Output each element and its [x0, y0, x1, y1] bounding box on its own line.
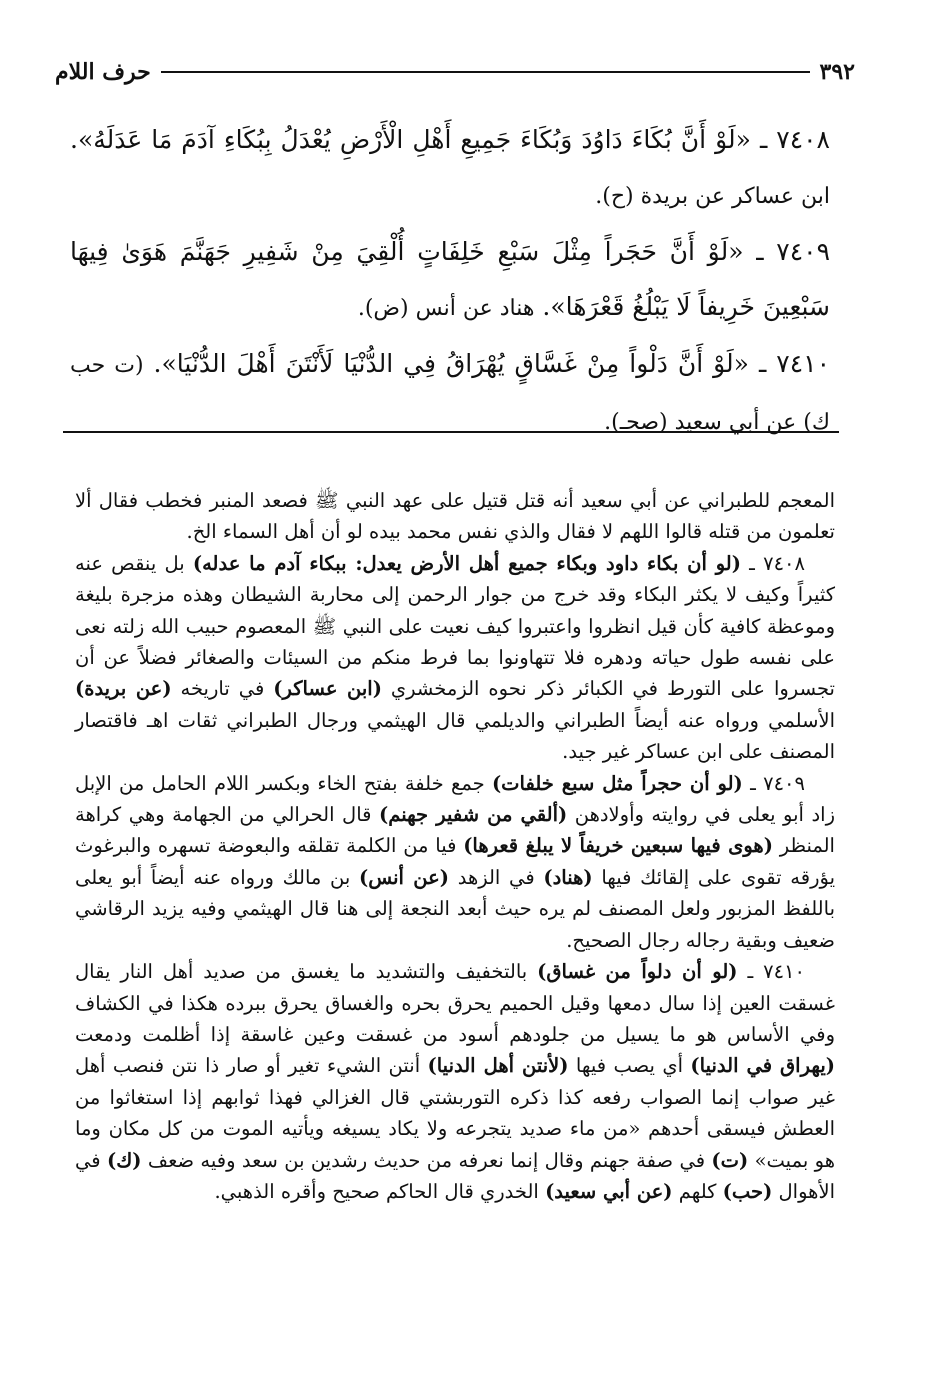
- commentary-text: في الأهوال: [75, 1148, 835, 1203]
- commentary-text: الخدري قال الحاكم صحيح وأقره الذهبي.: [214, 1179, 546, 1203]
- commentary-text: كلهم: [672, 1179, 723, 1203]
- hadith-7408: [70, 112, 830, 224]
- footnote-separator: [63, 431, 839, 433]
- commentary-text: فيا من الكلمة تقلقه والبعوضة تسهره والبرغوث يؤرقه تقوى على إلقائك فيها: [75, 834, 835, 889]
- chapter-title: حرف اللام: [55, 59, 151, 85]
- commentary-7409: [75, 768, 835, 956]
- quoted-phrase: (ابن عساكر): [273, 677, 382, 701]
- commentary-text: في صفة جهنم وقال إنما نعرفه من حديث رشدين بن سعد وفيه ضعف: [141, 1148, 712, 1172]
- commentary-text: في الزهد: [449, 865, 544, 889]
- quoted-phrase: (لأنتن أهل الدنيا): [427, 1054, 569, 1078]
- hadith-source: (ت حب ك) عن أبي سعيد (صحـ).: [70, 353, 830, 435]
- quoted-phrase: (عن بريدة): [75, 677, 172, 701]
- header-rule: [161, 71, 810, 73]
- commentary-7410: [75, 956, 835, 1207]
- commentary-text: بالتخفيف والتشديد ما يغسق من صديد أهل النار يقال غسقت العين إذا سال دمعها وقيل الحميم يحرق بحره والغساق يحرق ببرده هكذا في الكشاف وفي الأساس هو ما يسيل من جلودهم أسود من غسقت وعين غاسقة إذا أظلمت ودمعت: [75, 960, 835, 1046]
- hadith-number: ٧٤٠٩ ـ: [756, 237, 831, 266]
- commentary-text: أنتن الشيء تغير أو صار ذا نتن فنصب أهل غير صواب إنما الصواب رفعه كذا ذكره التوربشتي قال الغزالي فهذا ثوابهم إذا استغاثوا من العطش فيسقى أحدهم «من ماء صديد يتجرعه ولا يكاد يسيغه ويأتيه الموت من كل مكان وما هو بميت»: [75, 1054, 836, 1172]
- commentary-text: الأسلمي ورواه عنه أيضاً الطبراني والديلمي قال الهيثمي ورجال الطبراني ثقات اهـ فاقتصار المصنف على ابن عساكر غير جيد.: [75, 708, 835, 764]
- commentary-number: ٧٤٠٩ ـ: [750, 771, 805, 795]
- hadith-text: «لَوْ أَنَّ بُكَاءَ دَاوُدَ وَبُكَاءَ جَمِيعِ أَهْلِ الْأَرْضِ يُعْدَلُ بِبُكَاءِ آدَمَ مَا عَدَلَهُ».: [70, 125, 751, 154]
- page-number: ٣٩٢: [819, 59, 855, 85]
- commentary-text: أي يصب فيها: [568, 1054, 691, 1078]
- quoted-phrase: (لو أن حجراً مثل سبع خلفات): [491, 771, 743, 795]
- commentary-number: ٧٤٠٨ ـ: [749, 551, 805, 575]
- hadith-number: ٧٤١٠ ـ: [758, 349, 830, 378]
- quoted-phrase: (عن أنس): [359, 865, 449, 889]
- quoted-phrase: (لو أن دلواً من غساق): [537, 960, 738, 984]
- hadith-source: ابن عساكر عن بريدة (ح).: [595, 184, 830, 209]
- page-header: [55, 52, 855, 92]
- quoted-phrase: (ألقي من شفير جهنم): [378, 803, 568, 827]
- quoted-phrase: (ت): [711, 1148, 749, 1172]
- hadith-source: هناد عن أنس (ض).: [357, 296, 535, 321]
- quoted-phrase: (لو أن بكاء داود وبكاء جميع أهل الأرض يعدل: ببكاء آدم ما عدله): [192, 551, 741, 575]
- main-text: [70, 112, 830, 450]
- commentary-text: جمع خلفة بفتح الخاء وبكسر اللام الحامل من الإبل زاد أبو يعلى في روايته وأولادهن: [75, 771, 835, 827]
- quoted-phrase: (هناد): [543, 865, 593, 889]
- hadith-number: ٧٤٠٨ ـ: [759, 125, 830, 154]
- quoted-phrase: (حب): [722, 1179, 773, 1203]
- commentary: [75, 485, 835, 1207]
- commentary-text: بل ينقص عنه كثيراً وكيف لا يكثر البكاء وقد خرج من جوار الرحمن إلى محاربة الشيطان وهذه مزجرة بليغة وموعظة كافية كأن قيل انظروا واعتبروا كيف نعيت على النبي ﷺ المعصوم حبيب الله زلته نعى على نفسه طول حياته ودهره فلا تتهاونوا بما فرط منكم من السيئات والصغائر فضلاً عن أن تجسروا على التورط في الكبائر ذكر نحوه الزمخشري: [75, 551, 835, 701]
- quoted-phrase: (عن أبي سعيد): [545, 1179, 673, 1203]
- quoted-phrase: (ك): [106, 1148, 142, 1172]
- commentary-7408: [75, 548, 835, 768]
- hadith-text: «لَوْ أَنَّ حَجَراً مِثْلَ سَبْعِ خَلِفَاتٍ أُلْقِيَ مِنْ شَفِيرِ جَهَنَّمَ هَوَىٰ فِيهَا سَبْعِينَ خَرِيفاً لَا يَبْلُغُ قَعْرَهَا».: [70, 237, 830, 321]
- commentary-text: في تاريخه: [171, 677, 274, 701]
- commentary-text: بن مالك ورواه عنه أيضاً أبو يعلى باللفظ المزبور ولعل المصنف لم يره حيث أبعد النجعة إلى هنا قال الهيثمي وفيه يزيد الرقاشي ضعيف وبقية رجاله رجال الصحيح.: [75, 865, 835, 952]
- quoted-phrase: (هوى فيها سبعين خريفاً لا يبلغ قعرها): [463, 834, 773, 858]
- commentary-number: ٧٤١٠ ـ: [747, 960, 805, 984]
- quoted-phrase: (يهراق في الدنيا): [690, 1054, 835, 1078]
- hadith-text: «لَوْ أَنَّ دَلْواً مِنْ غَسَّاقٍ يُهْرَاقُ فِي الدُّنْيَا لَأَنْتَنَ أَهْلَ الدُّنْيَا».: [153, 349, 749, 378]
- hadith-7409: [70, 224, 830, 336]
- commentary-text: قال الحرالي من الجهامة وهي كراهة المنظر: [75, 803, 835, 858]
- commentary-intro: المعجم للطبراني عن أبي سعيد أنه قتل قتيل على عهد النبي ﷺ فصعد المنبر فخطب فقال ألا تعلمون من قتله قالوا اللهم لا فقال والذي نفس محمد بيده لو أن أهل السماء الخ.: [75, 489, 835, 544]
